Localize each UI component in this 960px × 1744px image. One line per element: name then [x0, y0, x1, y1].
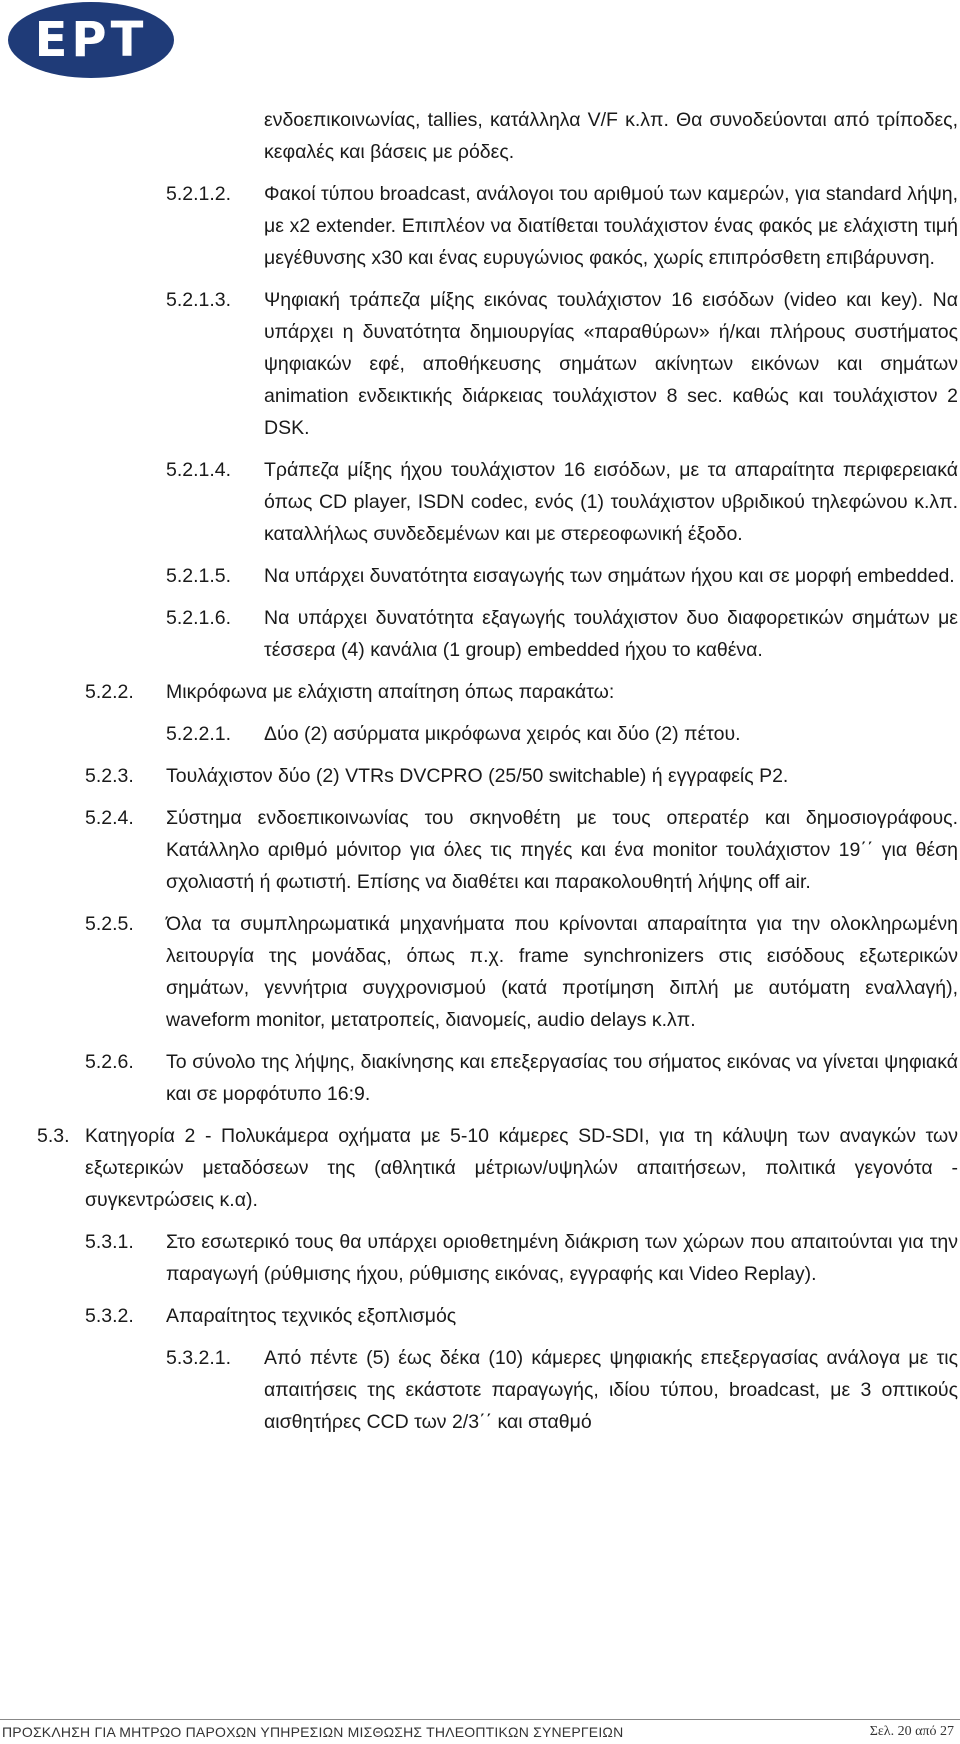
item-text: Να υπάρχει δυνατότητα εισαγωγής των σημάτων ήχου και σε μορφή embedded. [264, 565, 955, 587]
list-item-5-2-1-4 [0, 454, 960, 550]
list-item-5-3-1 [0, 1226, 960, 1290]
item-number: 5.2.1.6. [166, 607, 232, 629]
item-text: Τράπεζα μίξης ήχου τουλάχιστον 16 εισόδων, με τα απαραίτητα περιφερειακά όπως CD player, ISDN codec, ενός (1) τουλάχιστον υβριδικού τηλεφώνου κ.λπ. καταλλήλως συνδεδεμένων και με στερεοφωνική έξοδο. [264, 459, 958, 545]
list-item-5-3-2 [0, 1300, 960, 1332]
list-item-5-2-5 [0, 908, 960, 1036]
item-number: 5.2.4. [85, 807, 134, 829]
list-item-5-2-1-5 [0, 560, 960, 592]
item-text: Απαραίτητος τεχνικός εξοπλισμός [166, 1305, 457, 1327]
item-text: Δύο (2) ασύρματα μικρόφωνα χειρός και δύο (2) πέτου. [264, 723, 741, 745]
item-number: 5.2.1.2. [166, 183, 232, 205]
item-number: 5.2.2.1. [166, 723, 232, 745]
item-text: Το σύνολο της λήψης, διακίνησης και επεξεργασίας του σήματος εικόνας να γίνεται ψηφιακά και σε μορφότυπο 16:9. [166, 1051, 958, 1105]
item-text: Ψηφιακή τράπεζα μίξης εικόνας τουλάχιστον 16 εισόδων (video και key). Να υπάρχει η δυνατότητα δημιουργίας «παραθύρων» ή/και πλήρους συστήματος ψηφιακών εφέ, αποθήκευσης σημάτων ακίνητων εικόνων και σημάτων animation ενδεικτικής διάρκειας τουλάχιστον 8 sec. καθώς και τουλάχιστον 2 DSK. [264, 289, 958, 439]
list-item-5-2-4 [0, 802, 960, 898]
ert-logo [8, 2, 174, 78]
item-text: Φακοί τύπου broadcast, ανάλογοι του αριθμού των καμερών, για standard λήψη, με x2 extender. Επιπλέον να διατίθεται τουλάχιστον ένας φακός με ελάχιστη τιμή μεγέθυνσης x30 και ένας ευρυγώνιος φακός, χωρίς επιπρόσθετη επιβάρυνση. [264, 183, 958, 269]
list-item-5-3-2-1 [0, 1342, 960, 1438]
paragraph-continuation [0, 104, 960, 168]
list-item-5-2-3 [0, 760, 960, 792]
list-item-5-2-2-1 [0, 718, 960, 750]
item-number: 5.2.6. [85, 1051, 134, 1073]
item-number: 5.2.2. [85, 681, 134, 703]
list-item-5-2-6 [0, 1046, 960, 1110]
list-item-5-3 [0, 1120, 960, 1216]
logo-text: ΕΡΤ [34, 12, 148, 68]
item-text: Τουλάχιστον δύο (2) VTRs DVCPRO (25/50 switchable) ή εγγραφείς P2. [166, 765, 789, 787]
list-item-5-2-2 [0, 676, 960, 708]
item-text: Στο εσωτερικό τους θα υπάρχει οριοθετημένη διάκριση των χώρων που απαιτούνται για την παραγωγή (ρύθμισης ήχου, ρύθμισης εικόνας, εγγραφής και Video Replay). [166, 1231, 958, 1285]
item-text: Όλα τα συμπληρωματικά μηχανήματα που κρίνονται απαραίτητα για την ολοκληρωμένη λειτουργία της μονάδας, όπως π.χ. frame synchronizers στις εισόδους εξωτερικών σημάτων, γεννήτρια συγχρονισμού (κατά προτίμηση διπλή με αυτόματη εναλλαγή), waveform monitor, μετατροπείς, διανομείς, audio delays κ.λπ. [166, 913, 958, 1031]
item-number: 5.3.1. [85, 1231, 134, 1253]
item-text: Σύστημα ενδοεπικοινωνίας του σκηνοθέτη με τους οπερατέρ και δημοσιογράφους. Κατάλληλο αριθμό μόνιτορ για όλες τις πηγές και ένα monitor τουλάχιστον 19΄΄ για θέση σχολιαστή ή φωτιστή. Επίσης να διαθέτει και παρακολουθητή λήψης off air. [166, 807, 958, 893]
paragraph-text: ενδοεπικοινωνίας, tallies, κατάλληλα V/F κ.λπ. Θα συνοδεύονται από τρίποδες, κεφαλές και βάσεις με ρόδες. [264, 109, 958, 163]
item-text: Μικρόφωνα με ελάχιστη απαίτηση όπως παρακάτω: [166, 681, 615, 703]
item-number: 5.2.3. [85, 765, 134, 787]
document-body [0, 104, 960, 1448]
item-text: Από πέντε (5) έως δέκα (10) κάμερες ψηφιακής επεξεργασίας ανάλογα με τις απαιτήσεις της εκάστοτε παραγωγής, ιδίου τύπου, broadcast, με 3 οπτικούς αισθητήρες CCD των 2/3΄΄ και σταθμό [264, 1347, 958, 1433]
page-footer [0, 1719, 960, 1744]
item-number: 5.2.1.4. [166, 459, 232, 481]
item-text: Να υπάρχει δυνατότητα εξαγωγής τουλάχιστον δυο διαφορετικών σημάτων με τέσσερα (4) κανάλια (1 group) embedded ήχου το καθένα. [264, 607, 958, 661]
item-text: Κατηγορία 2 - Πολυκάμερα οχήματα με 5-10 κάμερες SD-SDI, για τη κάλυψη των αναγκών των εξωτερικών μεταδόσεων της (αθλητικά μέτριων/υψηλών απαιτήσεων, πολιτικά γεγονότα - συγκεντρώσεις κ.α). [85, 1125, 958, 1211]
footer-document-title: ΠΡΟΣΚΛΗΣΗ ΓΙΑ ΜΗΤΡΩΟ ΠΑΡΟΧΩΝ ΥΠΗΡΕΣΙΩΝ ΜΙΣΘΩΣΗΣ ΤΗΛΕΟΠΤΙΚΩΝ ΣΥΝΕΡΓΕΙΩΝ [2, 1724, 624, 1740]
item-number: 5.3.2. [85, 1305, 134, 1327]
item-number: 5.2.5. [85, 913, 134, 935]
item-number: 5.3. [37, 1125, 70, 1147]
item-number: 5.3.2.1. [166, 1347, 232, 1369]
item-number: 5.2.1.3. [166, 289, 232, 311]
list-item-5-2-1-3 [0, 284, 960, 444]
list-item-5-2-1-6 [0, 602, 960, 666]
page-number: Σελ. 20 από 27 [869, 1724, 954, 1739]
item-number: 5.2.1.5. [166, 565, 232, 587]
list-item-5-2-1-2 [0, 178, 960, 274]
